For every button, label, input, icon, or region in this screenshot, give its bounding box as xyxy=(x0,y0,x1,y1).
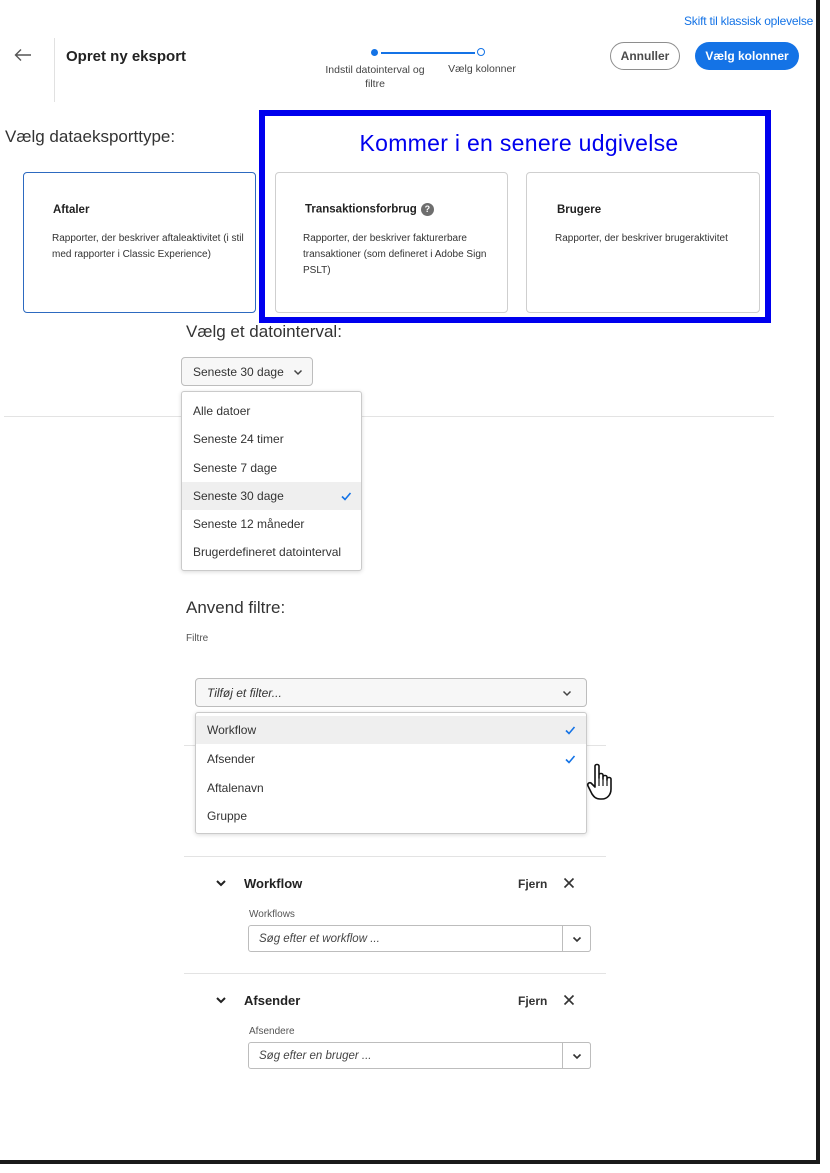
date-option-label: Seneste 30 dage xyxy=(193,489,284,503)
filter-menu xyxy=(195,712,587,834)
chevron-down-icon xyxy=(292,366,304,378)
workflow-search-placeholder: Søg efter et workflow ... xyxy=(259,932,380,945)
chevron-down-icon xyxy=(571,1050,583,1062)
date-range-value: Seneste 30 dage xyxy=(193,364,284,379)
chevron-down-icon xyxy=(561,687,573,699)
checkmark-icon xyxy=(564,753,576,765)
filter-option[interactable]: Gruppe xyxy=(207,809,248,823)
date-option[interactable]: Seneste 7 dage xyxy=(193,461,278,475)
remove-filter-button[interactable]: Fjern xyxy=(518,994,548,1008)
filter-option-label: Workflow xyxy=(207,723,257,737)
back-arrow-icon[interactable] xyxy=(12,44,34,66)
export-card-agreements[interactable] xyxy=(23,172,256,313)
filters-label: Filtre xyxy=(186,633,209,644)
cancel-button[interactable]: Annuller xyxy=(610,42,680,70)
add-filter-placeholder: Tilføj et filter... xyxy=(207,685,282,700)
select-columns-button[interactable]: Vælg kolonner xyxy=(695,42,799,70)
section-divider xyxy=(4,416,774,417)
date-range-menu xyxy=(181,391,362,571)
hand-cursor-icon xyxy=(585,762,619,802)
header-divider xyxy=(54,38,55,102)
card-description: Rapporter, der beskriver fakturerbare transaktioner (som defineret i Adobe Sign PSLT) xyxy=(303,233,487,276)
date-option[interactable]: Brugerdefineret datointerval xyxy=(193,545,342,559)
close-icon[interactable] xyxy=(563,994,575,1006)
date-option-selected[interactable] xyxy=(182,482,361,510)
workflow-search-input[interactable] xyxy=(248,925,591,952)
filter-option[interactable]: Aftalenavn xyxy=(207,781,264,795)
date-range-picker[interactable] xyxy=(181,357,313,386)
applied-divider xyxy=(184,856,606,857)
card-title: Transaktionsforbrug xyxy=(305,203,417,216)
add-filter-select[interactable] xyxy=(195,678,587,707)
date-range-heading: Vælg et datointerval: xyxy=(186,322,342,341)
date-option[interactable]: Seneste 12 måneder xyxy=(193,517,305,531)
close-icon[interactable] xyxy=(563,877,575,889)
sender-search-placeholder: Søg efter en bruger ... xyxy=(259,1049,372,1062)
page-title: Opret ny eksport xyxy=(66,48,187,65)
card-description: Rapporter, der beskriver brugeraktivitet xyxy=(555,233,728,244)
annotation-label: Kommer i en senere udgivelse xyxy=(359,130,679,156)
date-option[interactable]: Alle datoer xyxy=(193,404,251,418)
card-description: Rapporter, der beskriver aftaleaktivitet (i stil med rapporter i Classic Experience) xyxy=(52,233,244,260)
chevron-down-icon xyxy=(571,933,583,945)
question-circle-icon[interactable]: ? xyxy=(421,203,434,216)
chevron-down-icon[interactable] xyxy=(215,994,227,1006)
filter-option-label: Afsender xyxy=(207,752,256,766)
sender-search-input[interactable] xyxy=(248,1042,591,1069)
card-title: Brugere xyxy=(557,204,602,216)
card-title: Aftaler xyxy=(53,204,90,216)
chevron-down-icon[interactable] xyxy=(215,877,227,889)
workflow-dropdown-button[interactable] xyxy=(562,925,591,952)
switch-classic-link[interactable]: Skift til klassisk oplevelse xyxy=(684,14,814,28)
export-type-heading: Vælg dataeksporttype: xyxy=(5,127,176,146)
workflows-label: Workflows xyxy=(249,909,295,920)
date-option[interactable]: Seneste 24 timer xyxy=(193,432,284,446)
remove-filter-button[interactable]: Fjern xyxy=(518,877,548,891)
filters-heading: Anvend filtre: xyxy=(186,598,286,617)
filter-option-checked[interactable] xyxy=(196,745,586,773)
step-1-indicator xyxy=(371,49,378,56)
step-connector xyxy=(381,52,475,54)
step-2-label: Vælg kolonner xyxy=(448,63,516,75)
senders-label: Afsendere xyxy=(249,1026,295,1037)
filter-option-checked[interactable] xyxy=(196,716,586,744)
step-1-label: Indstil datointerval og filtre xyxy=(325,64,425,90)
applied-divider xyxy=(184,973,606,974)
step-2-indicator xyxy=(477,48,485,56)
applied-filter-title: Workflow xyxy=(244,876,303,891)
applied-filter-title: Afsender xyxy=(244,993,301,1008)
checkmark-icon xyxy=(564,724,576,736)
sender-dropdown-button[interactable] xyxy=(562,1042,591,1069)
checkmark-icon xyxy=(340,490,352,502)
